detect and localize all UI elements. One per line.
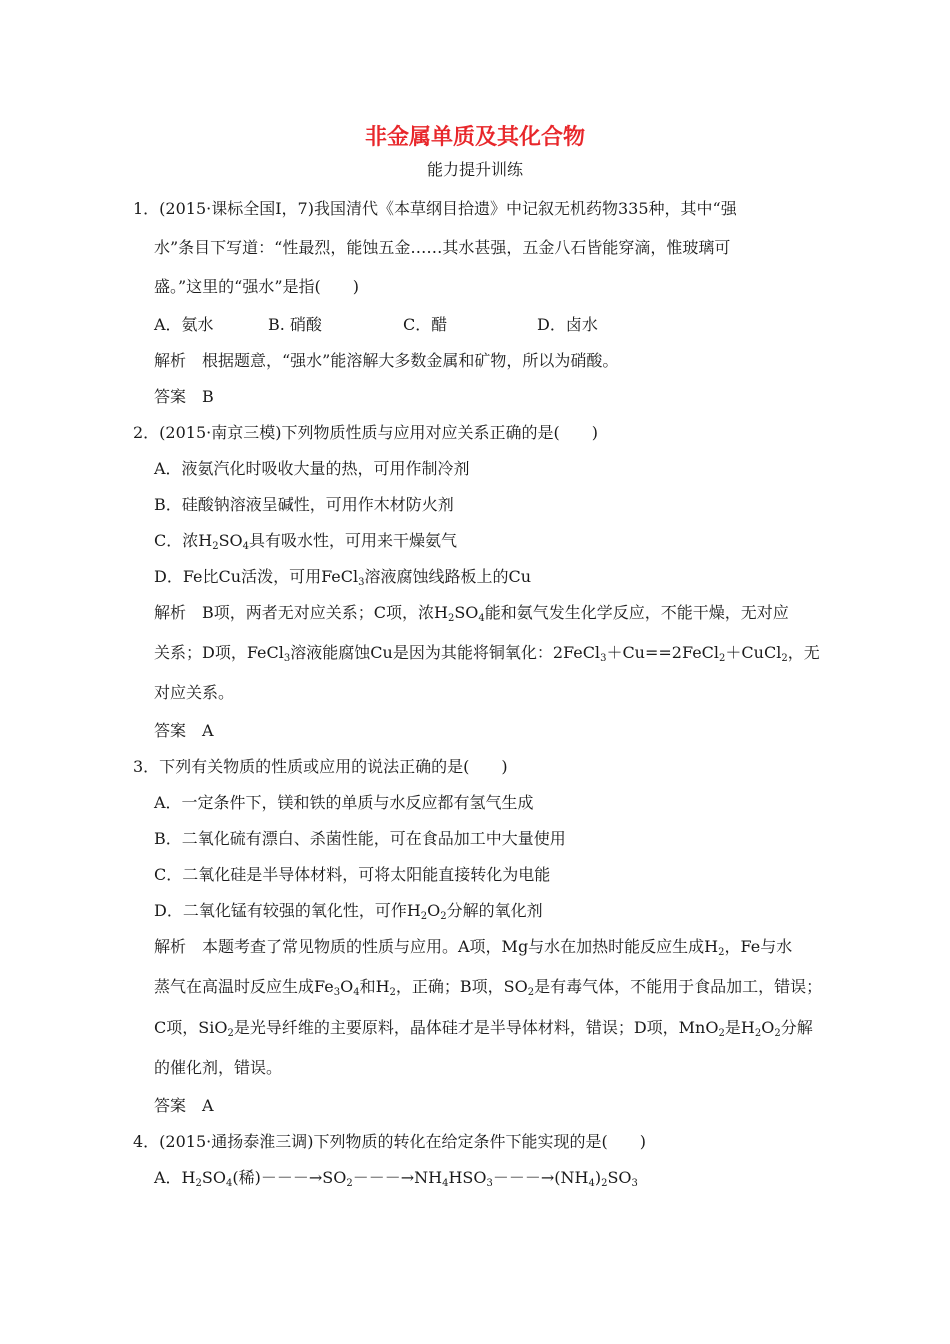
- q1-option-a: A．氨水: [154, 315, 214, 334]
- page-subtitle: 能力提升训练: [426, 160, 523, 179]
- q1-options: [154, 315, 754, 335]
- page-title: 非金属单质及其化合物: [364, 125, 585, 150]
- q2-analysis-line1: 解析 B项，两者无对应关系；C项，浓$H_2SO_4$能和氨气发生化学反应，不能干燥，无对应: [154, 603, 789, 624]
- q2-stem: 2．(2015·南京三模)下列物质性质与应用对应关系正确的是( ): [133, 423, 598, 442]
- q1-option-c: C．醋: [403, 315, 448, 334]
- q3-option-c: C．二氧化硅是半导体材料，可将太阳能直接转化为电能: [154, 865, 551, 884]
- q3-option-a: A．一定条件下，镁和铁的单质与水反应都有氢气生成: [154, 793, 534, 812]
- q1-option-b: B. 硝酸: [268, 315, 322, 334]
- q2-option-d: D．Fe比Cu活泼，可用FeCl$_3$溶液腐蚀线路板上的Cu: [154, 567, 532, 588]
- q3-answer: 答案 A: [154, 1096, 214, 1115]
- q2-analysis-line3: 对应关系。: [154, 683, 235, 702]
- q3-analysis-line1: 解析 本题考查了常见物质的性质与应用。A项，Mg与水在加热时能反应生成$H_2$，Fe与水: [154, 937, 793, 958]
- q1-analysis: 解析 根据题意，“强水”能溶解大多数金属和矿物，所以为硝酸。: [154, 351, 619, 370]
- q1-stem-line2: 水”条目下写道：“性最烈，能蚀五金……其水甚强，五金八石皆能穿滴，惟玻璃可: [154, 238, 731, 257]
- q2-option-a: A．液氨汽化时吸收大量的热，可用作制冷剂: [154, 459, 470, 478]
- q2-option-b: B．硅酸钠溶液呈碱性，可用作木材防火剂: [154, 495, 454, 514]
- q1-stem-line1: 1．(2015·课标全国Ⅰ，7)我国清代《本草纲目拾遗》中记叙无机药物335种，其中“强: [133, 199, 737, 218]
- q1-option-d: D．卤水: [537, 315, 598, 334]
- q3-analysis-line2: 蒸气在高温时反应生成$Fe_3O_4$和$H_2$，正确；B项，$SO_2$是有毒气体，不能用于食品加工，错误；: [154, 977, 823, 998]
- q2-option-c: C．浓$H_2SO_4$具有吸水性，可用来干燥氨气: [154, 531, 458, 552]
- q4-option-a: A．$H_2SO_4$(稀)$---\to SO_2---\to NH_4HSO_3---\to(NH_4)_2SO_3$: [154, 1168, 638, 1189]
- q2-answer: 答案 A: [154, 721, 214, 740]
- q3-stem: 3．下列有关物质的性质或应用的说法正确的是( ): [133, 757, 508, 776]
- q4-stem: 4．(2015·通扬泰淮三调)下列物质的转化在给定条件下能实现的是( ): [133, 1132, 646, 1151]
- q3-option-b: B．二氧化硫有漂白、杀菌性能，可在食品加工中大量使用: [154, 829, 566, 848]
- q1-stem-line3: 盛。”这里的“强水”是指( ): [154, 277, 360, 296]
- q3-option-d: D．二氧化锰有较强的氧化性，可作$H_2O_2$分解的氧化剂: [154, 901, 543, 922]
- q3-analysis-line3: C项，SiO$_2$是光导纤维的主要原料，晶体硅才是半导体材料，错误；D项，MnO$_2$是$H_2O_2$分解: [154, 1018, 813, 1039]
- q2-analysis-line2: 关系；D项，FeCl$_3$溶液能腐蚀Cu是因为其能将铜氧化：2FeCl$_3$＋Cu==2FeCl$_2$＋CuCl$_2$，无: [154, 643, 820, 664]
- q3-analysis-line4: 的催化剂，错误。: [154, 1058, 283, 1077]
- q1-answer: 答案 B: [154, 387, 214, 406]
